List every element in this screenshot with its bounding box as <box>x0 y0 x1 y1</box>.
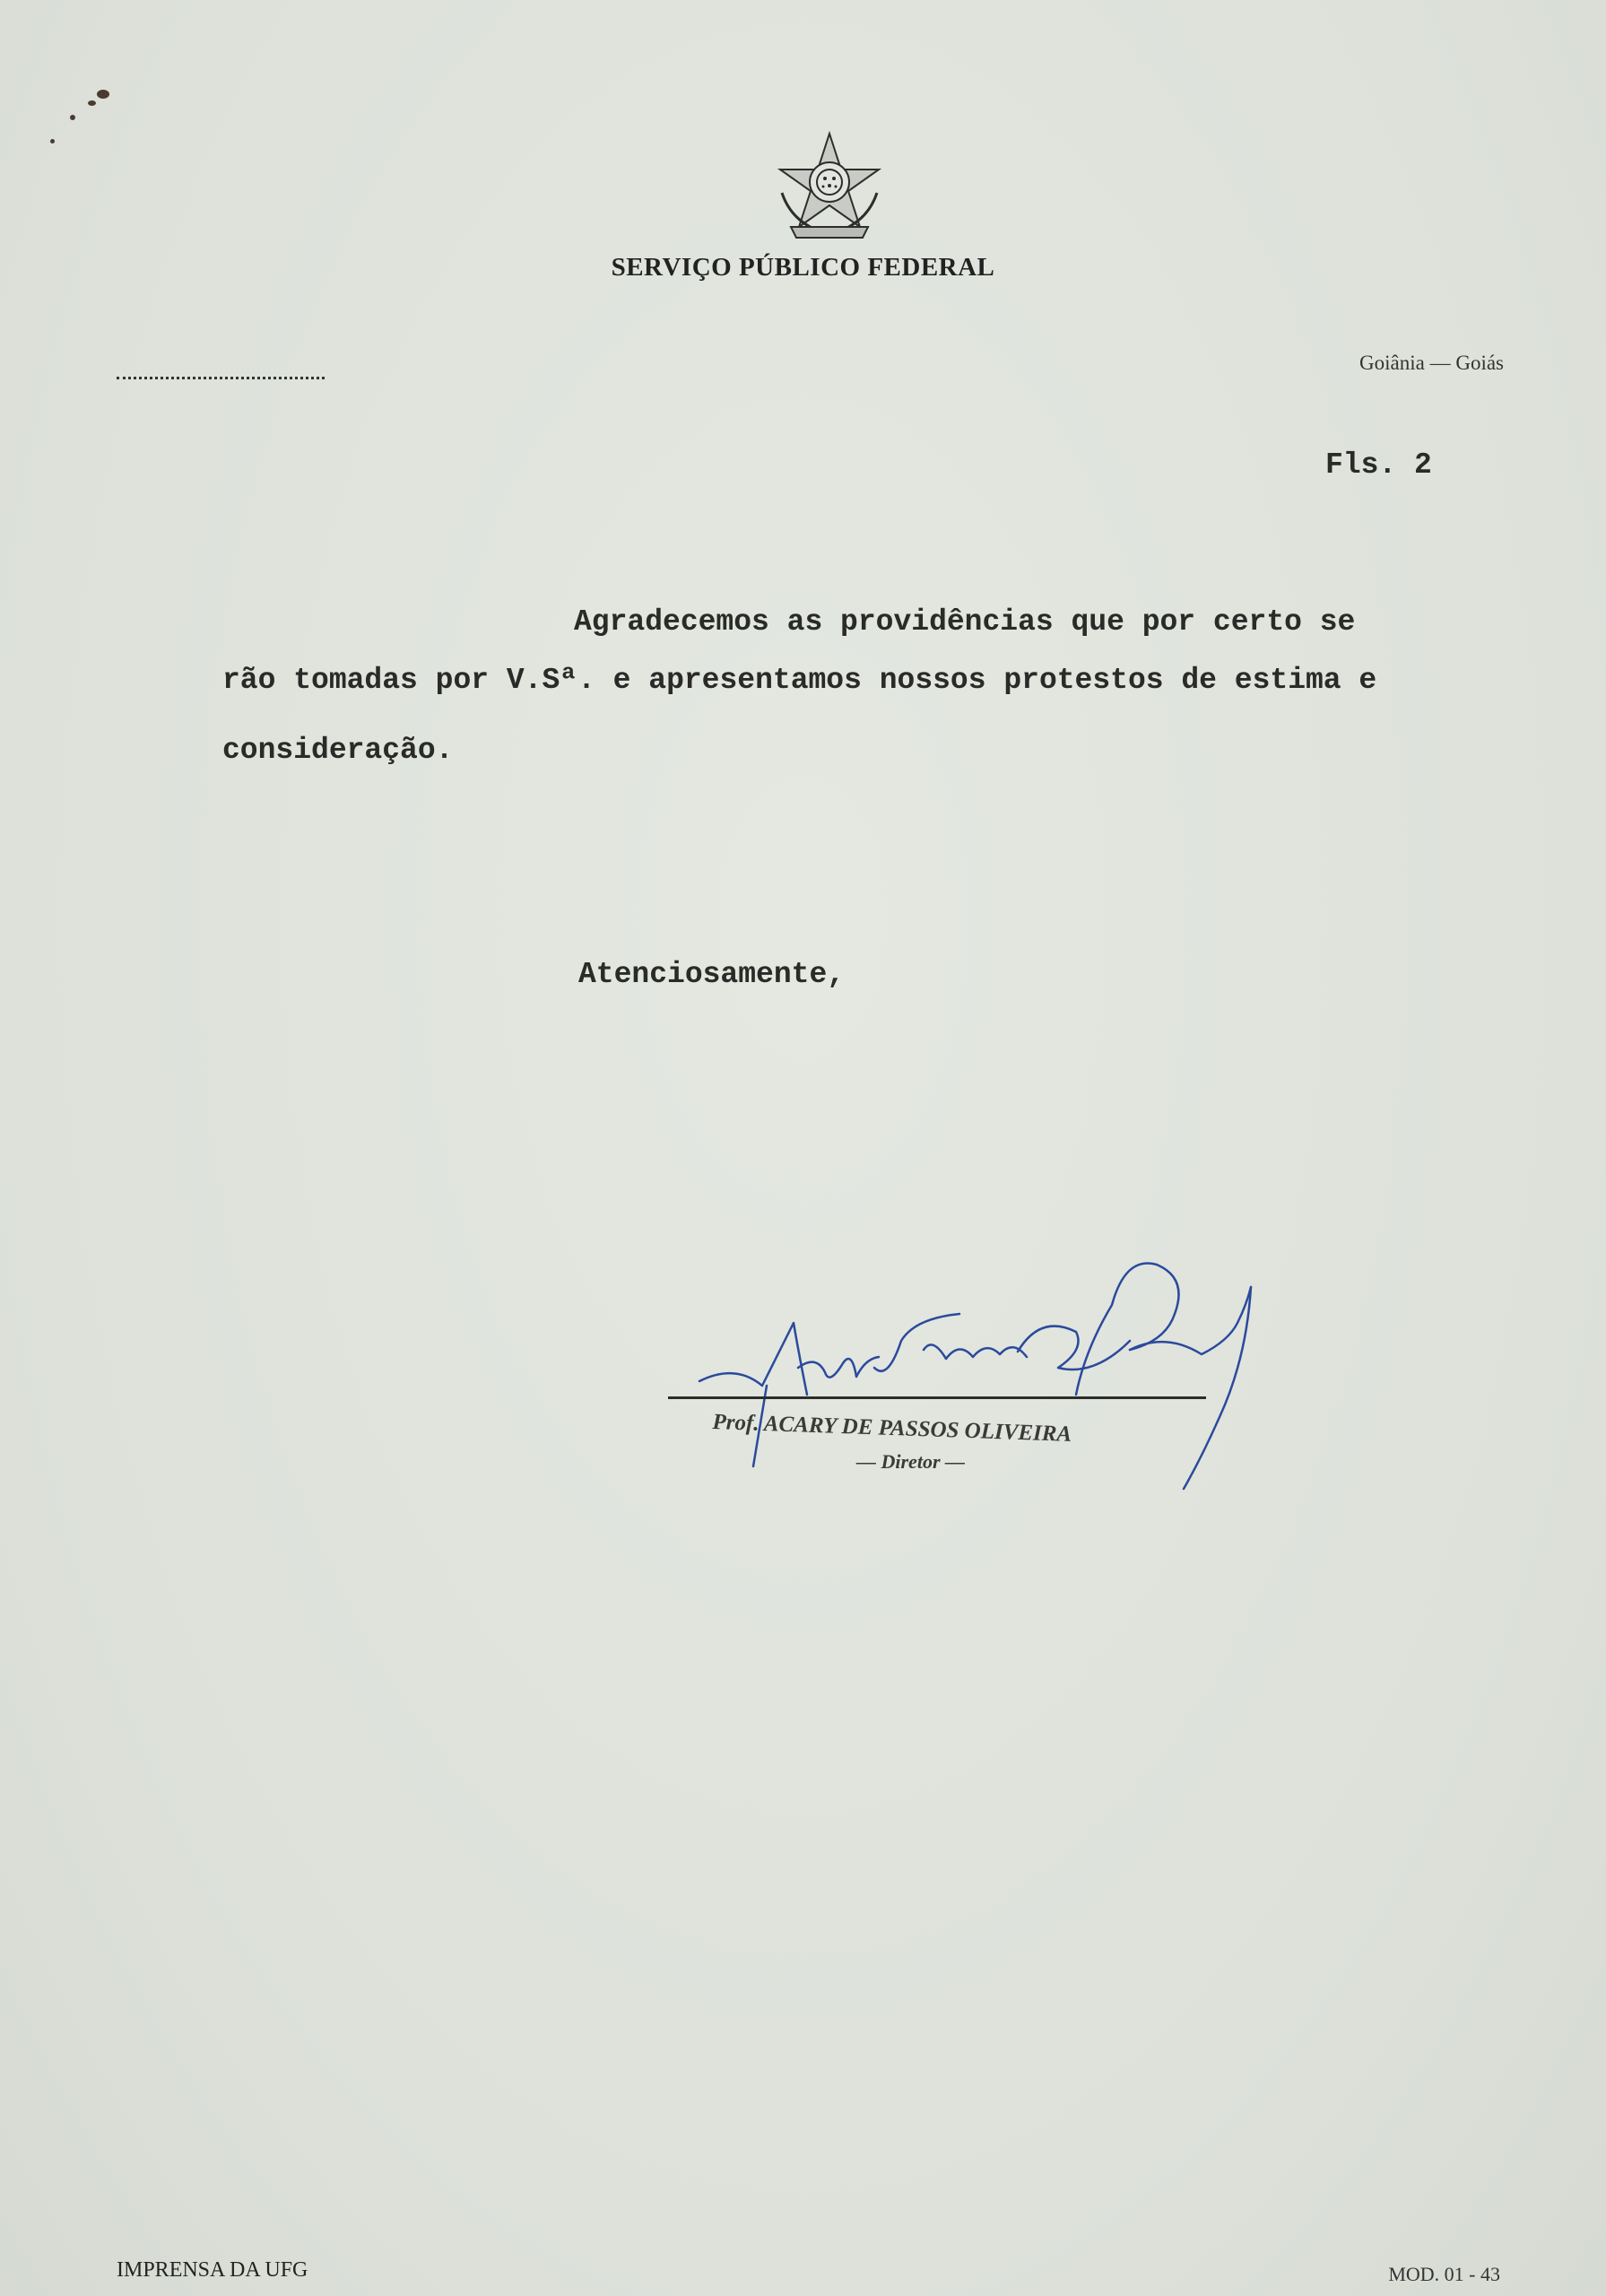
form-code-footer: MOD. 01 - 43 <box>1388 2263 1500 2285</box>
signer-role: — Diretor — <box>856 1450 965 1473</box>
ink-stain <box>50 139 55 144</box>
ink-stain <box>97 90 109 99</box>
body-line: Agradecemos as providências que por certo se <box>574 605 1356 639</box>
signature-line <box>668 1396 1206 1399</box>
brazil-coat-of-arms-icon <box>773 130 886 242</box>
header-title: SERVIÇO PÚBLICO FEDERAL <box>611 253 995 282</box>
location-line: Goiânia — Goiás <box>1359 352 1504 374</box>
reference-dotted-line <box>117 377 325 379</box>
body-line: rão tomadas por V.Sª. e apresentamos nossos protestos de estima e <box>222 664 1377 697</box>
body-line: consideração. <box>222 734 454 767</box>
signer-name: Prof. ACARY DE PASSOS OLIVEIRA <box>712 1410 1072 1447</box>
printer-footer: IMPRENSA DA UFG <box>117 2258 308 2282</box>
handwritten-signature <box>664 1251 1327 1538</box>
closing-salutation: Atenciosamente, <box>578 958 846 991</box>
ink-stain <box>88 100 96 106</box>
sheet-number: Fls. 2 <box>1325 448 1432 482</box>
ink-stain <box>70 115 75 120</box>
